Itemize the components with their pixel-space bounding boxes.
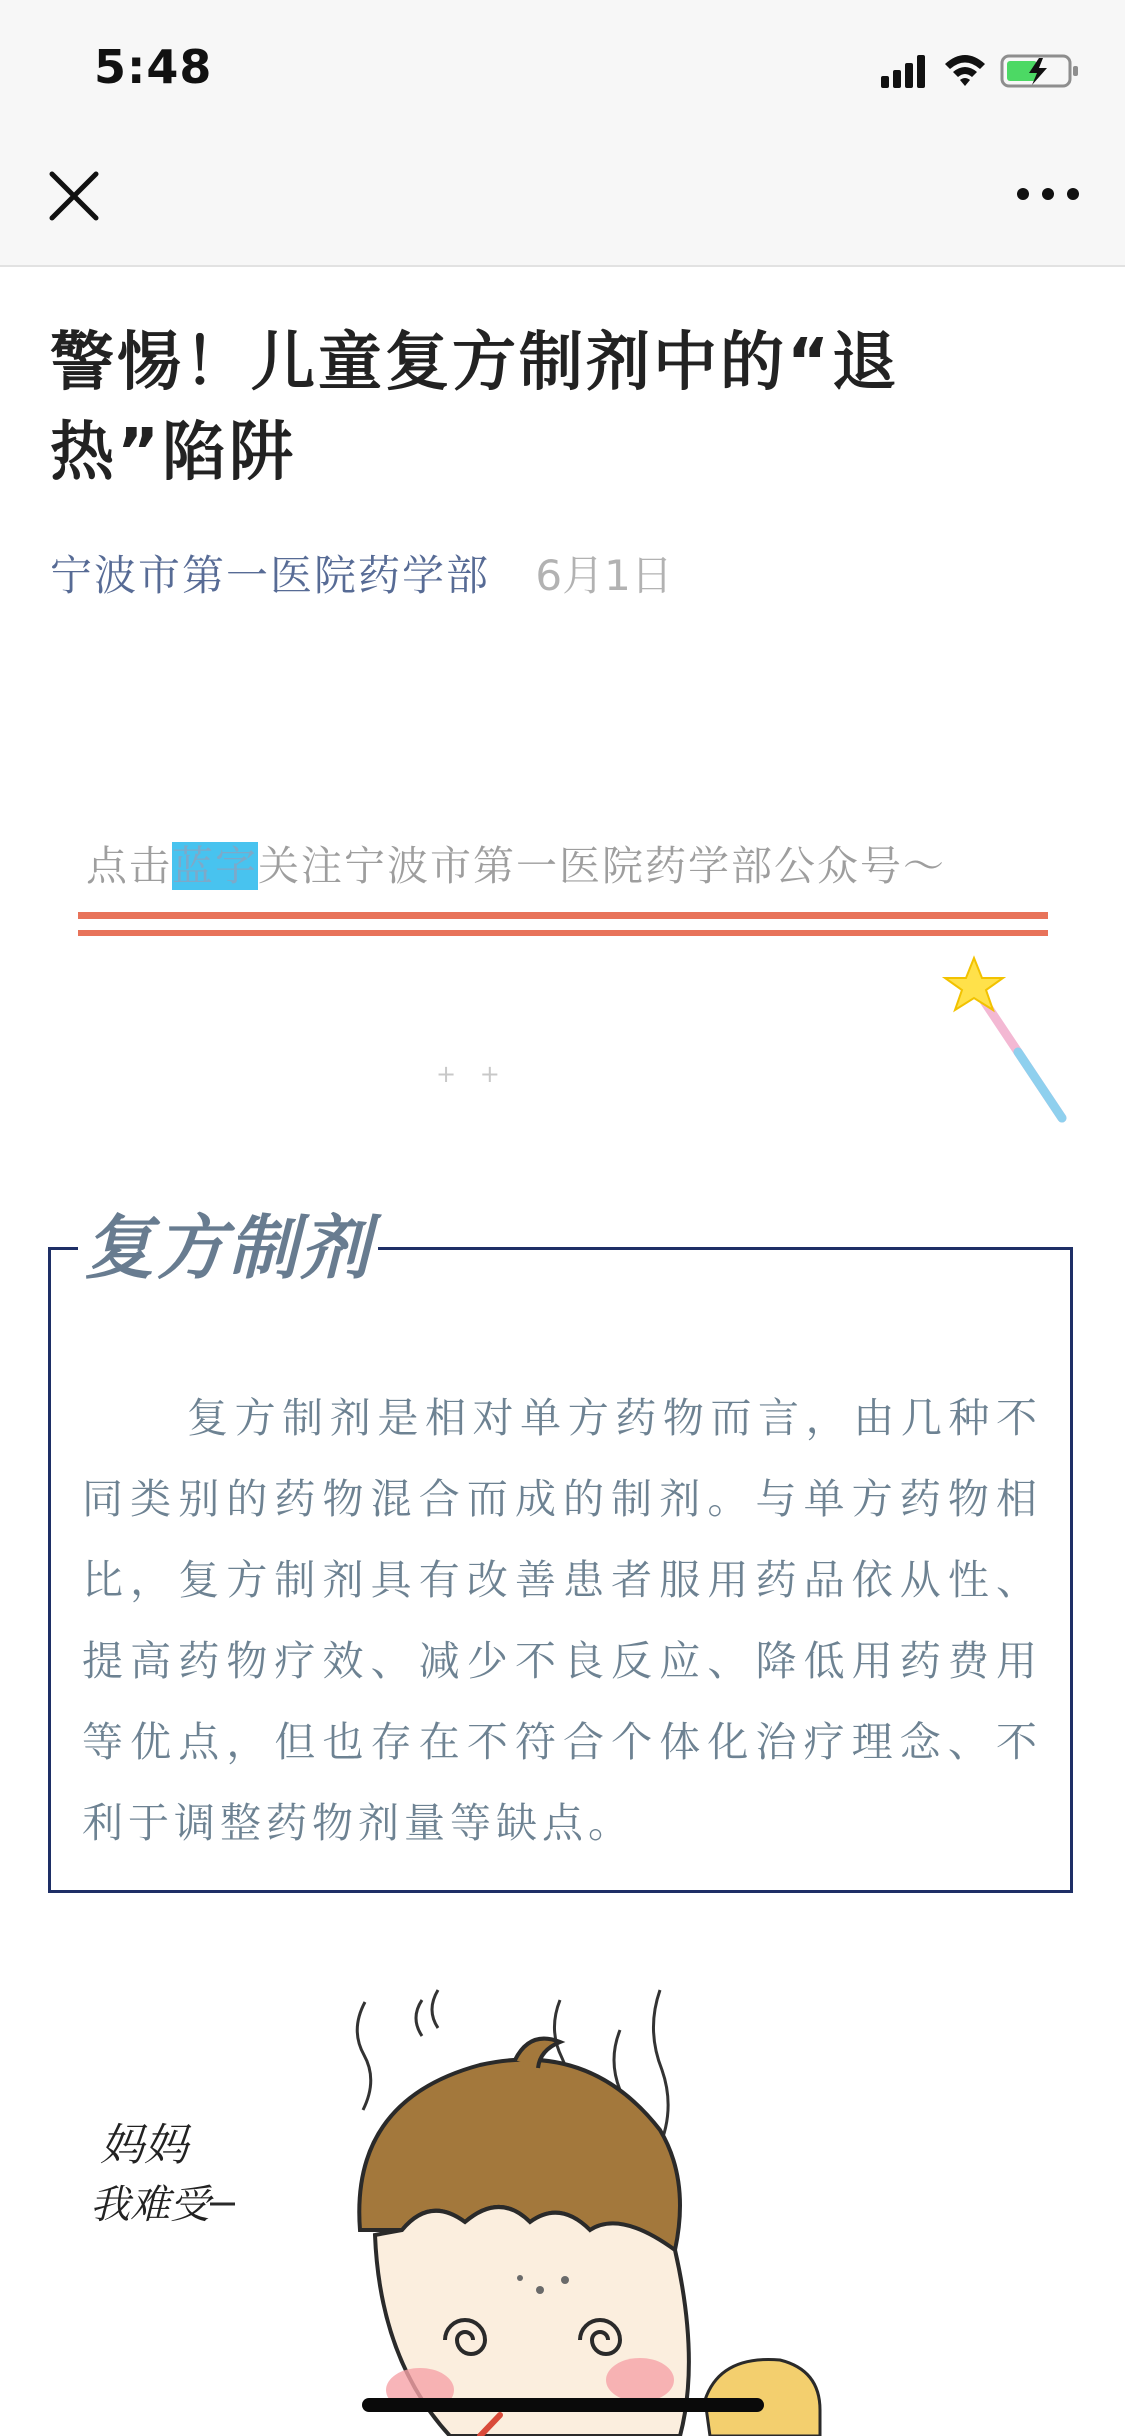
status-icons xyxy=(881,50,1081,90)
wifi-icon xyxy=(945,55,985,86)
follow-prompt xyxy=(86,838,1046,894)
decorative-divider xyxy=(78,912,1048,936)
home-indicator[interactable] xyxy=(362,2398,764,2412)
follow-prefix: 点击 xyxy=(86,842,172,890)
account-name-link[interactable]: 宁波市第一医院药学部 xyxy=(50,551,491,600)
caption-mom: 妈妈 xyxy=(100,2120,188,2171)
magic-wand-icon xyxy=(940,950,1090,1130)
close-icon[interactable] xyxy=(46,168,102,224)
decorative-plus: + + xyxy=(436,1060,508,1088)
follow-suffix: 关注宁波市第一医院药学部公众号～ xyxy=(258,842,946,890)
cartoon-illustration xyxy=(90,1960,1020,2436)
section-heading: 复方制剂 xyxy=(78,1205,378,1291)
top-bar xyxy=(0,0,1125,267)
caption-uncomfortable: 我难受 xyxy=(90,2182,210,2228)
status-time: 5:48 xyxy=(94,40,213,94)
publish-date: 6月1日 xyxy=(535,551,673,600)
follow-highlight: 蓝字 xyxy=(172,842,258,890)
section-body: 复方制剂是相对单方药物而言，由几种不同类别的药物混合而成的制剂。与单方药物相比，复方制剂具有改善患者服用药品依从性、提高药物疗效、减少不良反应、降低用药费用等优点，但也存在不符合个体化治疗理念、不利于调整药物剂量等缺点。 xyxy=(82,1394,1042,1847)
battery-icon xyxy=(1002,56,1078,86)
signal-icon xyxy=(881,55,925,88)
byline xyxy=(50,548,673,604)
more-icon[interactable] xyxy=(1015,176,1081,212)
article-title: 警惕！儿童复方制剂中的“退热”陷阱 xyxy=(50,326,900,490)
